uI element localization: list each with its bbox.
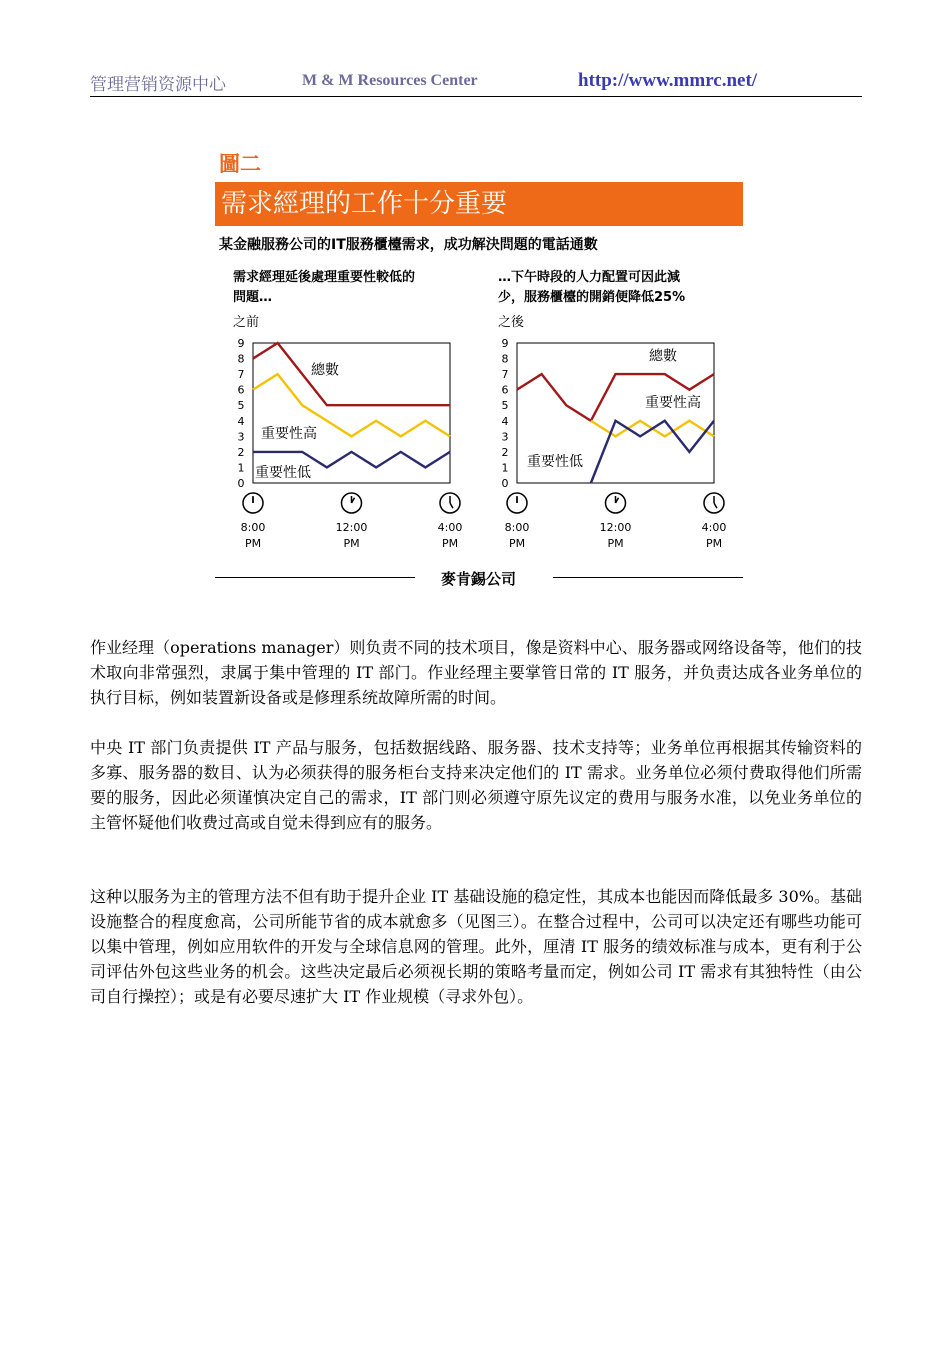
right-period-label: 之後 (498, 315, 525, 330)
right-y-tick-label: 4 (501, 414, 509, 428)
left-x-tick-label: 12:00 (335, 521, 368, 534)
left-caption-line1: 需求經理延後處理重要性較低的 (233, 270, 416, 285)
right-y-tick-label: 6 (501, 383, 509, 397)
left-series-line-total (253, 343, 450, 405)
left-series-label-low: 重要性低 (255, 465, 311, 482)
left-y-tick-label: 4 (237, 414, 245, 428)
paragraph-1: 作业经理（operations manager）则负责不同的技术项目，像是资料中心、服务器或网络设备等，他们的技术取向非常强烈，隶属于集中管理的 IT 部门。作业经理主要掌管日常的 IT 服务，并负责达成各业务单位的执行目标，例如装置新设备或是修理系统故障所需的时间。 (90, 638, 862, 707)
right-series-line-low (591, 421, 714, 483)
left-x-tick-label: 8:00 (240, 521, 266, 534)
footer-rule-right (553, 577, 743, 578)
right-y-tick-label: 3 (501, 430, 509, 444)
left-x-tick-label: PM (441, 537, 459, 550)
left-x-tick-label: 4:00 (437, 521, 463, 534)
left-caption-line2: 問題… (233, 290, 273, 305)
right-y-tick-label: 1 (501, 461, 509, 475)
left-y-tick-label: 8 (237, 352, 245, 366)
right-x-tick-label: PM (705, 537, 723, 550)
header-site-name-en: M & M Resources Center (302, 72, 478, 89)
left-y-tick-label: 5 (237, 399, 245, 413)
figure-subtitle: 某金融服務公司的IT服務櫃檯需求，成功解決問題的電話通數 (219, 237, 598, 253)
paragraph-3: 这种以服务为主的管理方法不但有助于提升企业 IT 基础设施的稳定性，其成本也能因而降低最多 30%。基础设施整合的程度愈高，公司所能节省的成本就愈多（见图三）。在整合过程中，公司可以决定还有哪些功能可以集中管理，例如应用软件的开发与全球信息网的管理。此外，厘清 IT 服务的绩效标准与成本，更有利于公司评估外包这些业务的机会。这些决定最后必须视长期的策略考量而定，例如公司 IT 需求有其独特性（由公司自行操控）；或是有必要尽速扩大 IT 作业规模（寻求外包）。 (90, 887, 862, 1006)
right-x-tick-label: 8:00 (504, 521, 530, 534)
header-url-link[interactable]: http://www.mmrc.net/ (578, 70, 758, 91)
left-y-tick-label: 7 (237, 368, 245, 382)
left-series-label-total: 總數 (311, 362, 339, 379)
left-y-tick-label: 1 (237, 461, 245, 475)
header-site-name: 管理营销资源中心 (90, 75, 226, 95)
right-x-tick-label: 4:00 (701, 521, 727, 534)
left-period-label: 之前 (233, 315, 260, 330)
right-y-tick-label: 9 (501, 337, 509, 350)
right-caption-line2: 少，服務櫃檯的開銷便降低25% (498, 290, 686, 305)
left-y-tick-label: 3 (237, 430, 245, 444)
right-series-label-high: 重要性高 (645, 395, 701, 412)
figure-label: 圖二 (219, 152, 261, 176)
right-x-tick-label: PM (508, 537, 526, 550)
right-y-tick-label: 7 (501, 368, 509, 382)
paragraph-2: 中央 IT 部门负责提供 IT 产品与服务，包括数据线路、服务器、技术支持等；业务单位再根据其传输资料的多寡、服务器的数目、认为必须获得的服务柜台支持来决定他们的 IT 需求。业务单位必须付费取得他们所需要的服务，因此必须谨慎决定自己的需求，IT 部门则必须遵守原先议定的费用与服务水准，以免业务单位的主管怀疑他们收费过高或自觉未得到应有的服务。 (90, 738, 862, 832)
figure-2 (215, 148, 745, 598)
left-x-tick-label: PM (343, 537, 360, 550)
left-y-tick-label: 6 (237, 383, 245, 397)
right-y-tick-label: 5 (501, 399, 509, 413)
company-credit: 麥肯錫公司 (441, 570, 517, 588)
left-y-tick-label: 9 (237, 337, 245, 350)
right-y-tick-label: 0 (501, 477, 509, 490)
left-y-tick-label: 0 (237, 477, 245, 490)
left-plot-frame (253, 343, 450, 483)
right-x-tick-label: PM (607, 537, 624, 550)
page-header (90, 70, 862, 97)
line-charts (215, 148, 745, 598)
right-series-label-low: 重要性低 (527, 454, 583, 471)
figure-title-banner: 需求經理的工作十分重要 (215, 182, 743, 226)
right-y-tick-label: 8 (501, 352, 509, 366)
left-x-tick-label: PM (244, 537, 262, 550)
right-caption-line1: …下午時段的人力配置可因此減 (498, 270, 681, 285)
left-series-label-high: 重要性高 (261, 426, 317, 443)
right-series-label-total: 總數 (649, 348, 677, 365)
right-x-tick-label: 12:00 (599, 521, 632, 534)
left-y-tick-label: 2 (237, 445, 245, 459)
right-y-tick-label: 2 (501, 445, 509, 459)
footer-rule-left (215, 577, 415, 578)
